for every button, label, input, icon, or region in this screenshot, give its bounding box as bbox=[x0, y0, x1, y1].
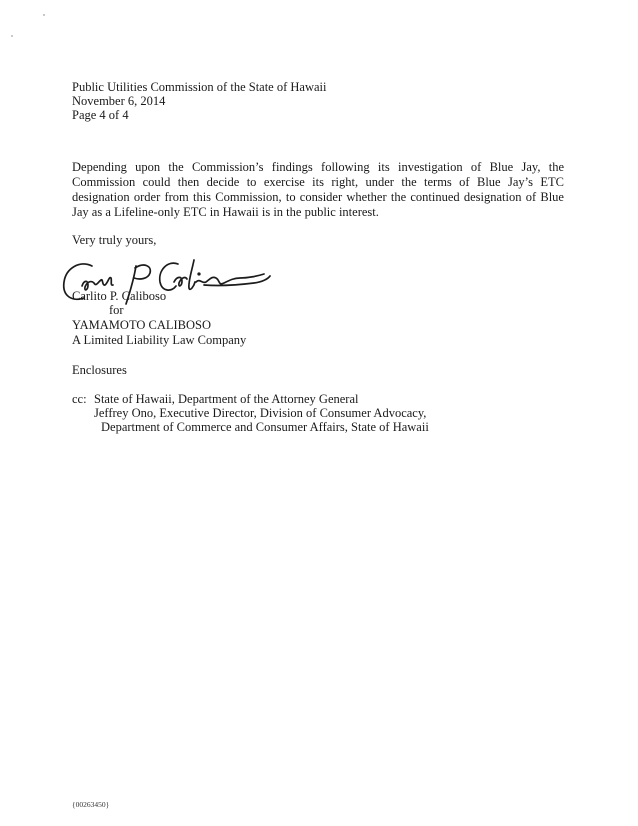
body-line: designation order from this Commission, to consider whether the continued designation of Blue bbox=[72, 190, 564, 204]
cc-recipient: State of Hawaii, Department of the Attorney General bbox=[94, 392, 359, 406]
signer-name: Carlito P. Caliboso bbox=[72, 289, 167, 303]
cc-recipient: Department of Commerce and Consumer Affairs, State of Hawaii bbox=[101, 420, 429, 434]
signer-block bbox=[72, 289, 166, 317]
cc-label: cc: bbox=[72, 392, 87, 406]
firm-block bbox=[72, 318, 246, 348]
firm-name: YAMAMOTO CALIBOSO bbox=[72, 318, 212, 332]
body-line: Commission could then decide to exercise its right, under the terms of Blue Jay’s ETC bbox=[72, 175, 564, 189]
signer-for: for bbox=[109, 303, 124, 317]
scan-speck bbox=[11, 35, 13, 37]
body-line: Depending upon the Commission’s findings following its investigation of Blue Jay, the bbox=[72, 160, 564, 174]
enclosures-label: Enclosures bbox=[72, 363, 127, 377]
firm-description: A Limited Liability Law Company bbox=[72, 333, 247, 347]
cc-recipient: Jeffrey Ono, Executive Director, Division of Consumer Advocacy, bbox=[94, 406, 427, 420]
scan-speck bbox=[43, 14, 45, 16]
body-line: Jay as a Lifeline-only ETC in Hawaii is in the public interest. bbox=[72, 205, 379, 219]
body-paragraph bbox=[72, 160, 564, 220]
letter-header bbox=[72, 80, 327, 122]
document-id: {00263450} bbox=[72, 800, 110, 809]
closing-salutation: Very truly yours, bbox=[72, 233, 157, 247]
letter-date: November 6, 2014 bbox=[72, 94, 166, 108]
recipient-line: Public Utilities Commission of the State of Hawaii bbox=[72, 80, 327, 94]
cc-block bbox=[72, 392, 429, 434]
page-number: Page 4 of 4 bbox=[72, 108, 129, 122]
